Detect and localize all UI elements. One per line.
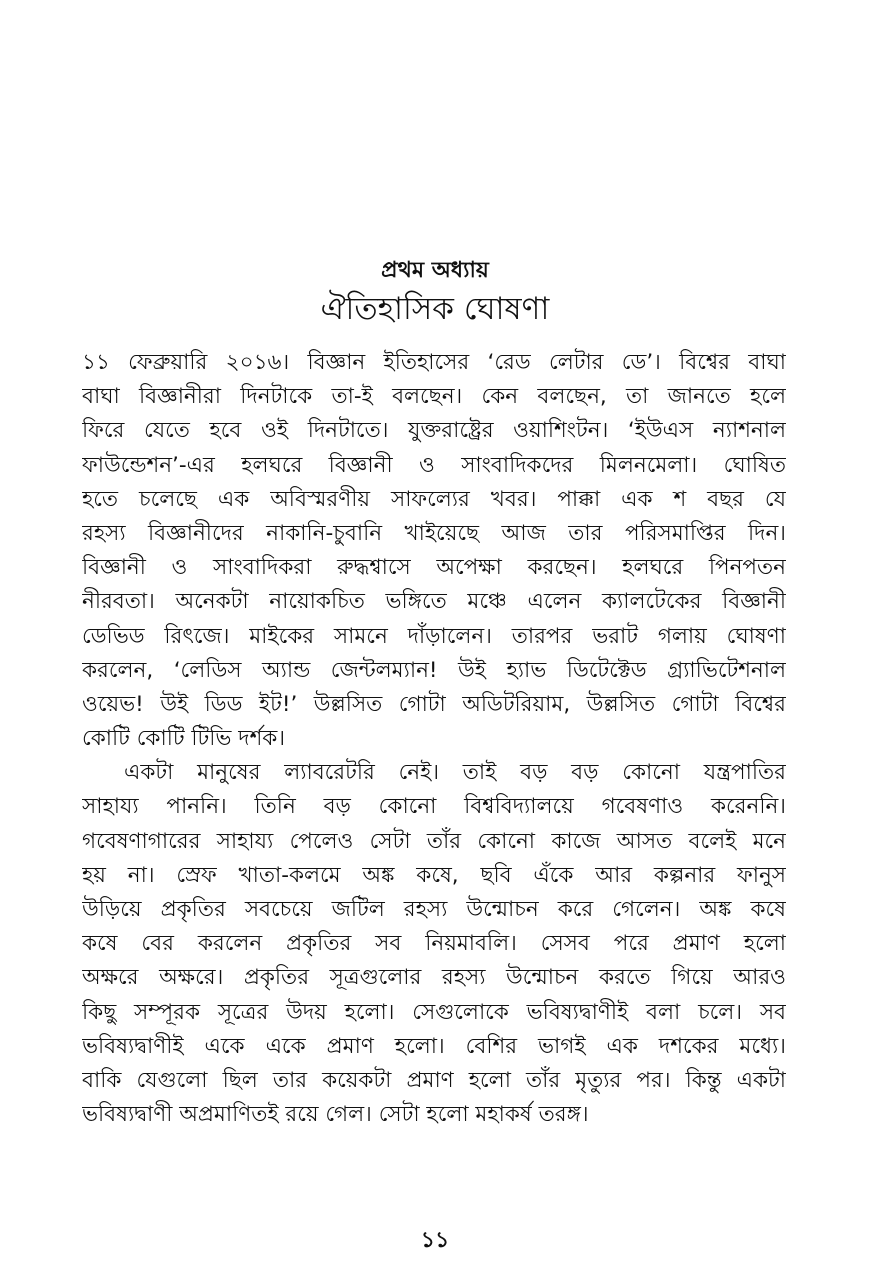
text-line: বাকি যেগুলো ছিল তার কয়েকটা প্রমাণ হলো তাঁর মৃত্যুর পর। কিন্তু একটা bbox=[82, 1067, 786, 1093]
text-line: কিছু সম্পূরক সূত্রের উদয় হলো। সেগুলোকে ভবিষ্যদ্বাণীই বলা চলে। সব bbox=[82, 999, 786, 1025]
page-number: ১১ bbox=[420, 1228, 450, 1253]
chapter-label: প্রথম অধ্যায় bbox=[381, 258, 489, 283]
body-text bbox=[82, 346, 786, 1132]
text-line: ফাউন্ডেশন’-এর হলঘরে বিজ্ঞানী ও সাংবাদিকদের মিলনমেলা। ঘোষিত bbox=[82, 452, 786, 478]
text-line: ওয়েভ! উই ডিড ইট!’ উল্লসিত গোটা অডিটরিয়াম, উল্লসিত গোটা বিশ্বের bbox=[82, 691, 786, 717]
paragraph-1 bbox=[82, 346, 786, 756]
text-line: ভবিষ্যদ্বাণী অপ্রমাণিতই রয়ে গেল। সেটা হলো মহাকর্ষ তরঙ্গ। bbox=[82, 1102, 589, 1128]
text-line: ভবিষ্যদ্বাণীই একে একে প্রমাণ হলো। বেশির ভাগই এক দশকের মধ্যে। bbox=[82, 1033, 786, 1059]
text-line: হয় না। স্রেফ খাতা-কলমে অঙ্ক কষে, ছবি এঁকে আর কল্পনার ফানুস bbox=[82, 862, 786, 888]
text-line: একটা মানুষের ল্যাবরেটরি নেই। তাই বড় বড় কোনো যন্ত্রপাতির bbox=[124, 760, 786, 786]
text-line: রহস্য বিজ্ঞানীদের নাকানি-চুবানি খাইয়েছে আজ তার পরিসমাপ্তির দিন। bbox=[82, 520, 786, 546]
text-line: কোটি কোটি টিভি দর্শক। bbox=[82, 726, 286, 752]
paragraph-2 bbox=[82, 756, 786, 1132]
text-line: কষে বের করলেন প্রকৃতির সব নিয়মাবলি। সেসব পরে প্রমাণ হলো bbox=[82, 931, 786, 957]
text-line: ডেভিড রিৎজে। মাইকের সামনে দাঁড়ালেন। তারপর ভরাট গলায় ঘোষণা bbox=[82, 623, 786, 649]
text-line: অক্ষরে অক্ষরে। প্রকৃতির সূত্রগুলোর রহস্য উন্মোচন করতে গিয়ে আরও bbox=[82, 965, 786, 991]
text-line: সাহায্য পাননি। তিনি বড় কোনো বিশ্ববিদ্যালয়ে গবেষণাও করেননি। bbox=[82, 794, 786, 820]
text-line: ফিরে যেতে হবে ওই দিনটাতে। যুক্তরাষ্ট্রের ওয়াশিংটন। ‘ইউএস ন্যাশনাল bbox=[82, 418, 786, 444]
text-line: বাঘা বিজ্ঞানীরা দিনটাকে তা-ই বলছেন। কেন বলছেন, তা জানতে হলে bbox=[82, 384, 786, 410]
text-line: ১১ ফেব্রুয়ারি ২০১৬। বিজ্ঞান ইতিহাসের ‘রেড লেটার ডে’। বিশ্বের বাঘা bbox=[82, 350, 786, 375]
text-line: উড়িয়ে প্রকৃতির সবচেয়ে জটিল রহস্য উন্মোচন করে গেলেন। অঙ্ক কষে bbox=[82, 897, 786, 922]
chapter-title: ঐতিহাসিক ঘোষণা bbox=[320, 291, 550, 327]
text-line: গবেষণাগারের সাহায্য পেলেও সেটা তাঁর কোনো কাজে আসত বলেই মনে bbox=[82, 828, 786, 854]
text-line: বিজ্ঞানী ও সাংবাদিকরা রুদ্ধশ্বাসে অপেক্ষা করছেন। হলঘরে পিনপতন bbox=[82, 555, 786, 581]
text-line: নীরবতা। অনেকটা নায়োকচিত ভঙ্গিতে মঞ্চে এলেন ক্যালটেকের বিজ্ঞানী bbox=[82, 589, 786, 615]
text-line: হতে চলেছে এক অবিস্মরণীয় সাফল্যের খবর। পাক্কা এক শ বছর যে bbox=[82, 486, 786, 512]
text-line: করলেন, ‘লেডিস অ্যান্ড জেন্টলম্যান! উই হ্যাভ ডিটেক্টেড গ্র্যাভিটেশনাল bbox=[82, 657, 786, 683]
